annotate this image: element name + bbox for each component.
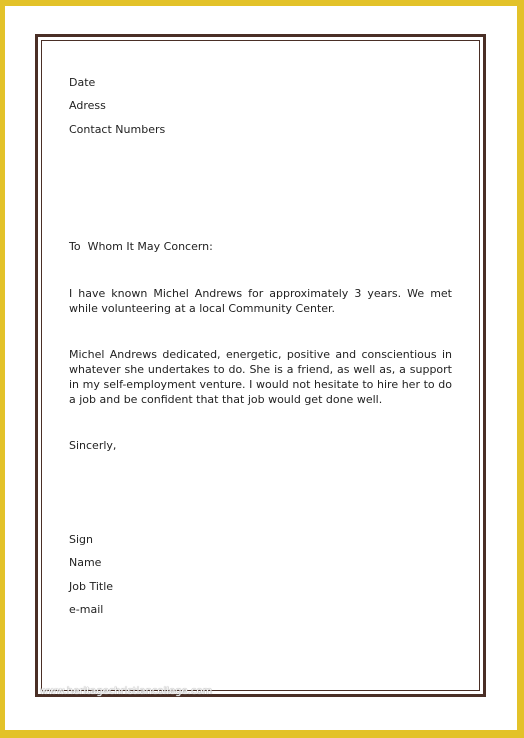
watermark: www.heritagechristiancollege.com <box>40 686 213 697</box>
date-label: Date <box>69 76 96 89</box>
name-label: Name <box>69 556 102 569</box>
closing: Sincerly, <box>69 439 117 452</box>
contact-numbers-label: Contact Numbers <box>69 123 166 136</box>
address-label: Adress <box>69 99 106 112</box>
job-title-label: Job Title <box>69 580 114 593</box>
sign-label: Sign <box>69 533 93 546</box>
salutation: To Whom It May Concern: <box>69 240 213 253</box>
body-paragraph-1: I have known Michel Andrews for approximately 3 years. We met while volunteering at a local Community Center. <box>69 287 452 315</box>
body-paragraph-2: Michel Andrews dedicated, energetic, positive and conscientious in whatever she undertakes to do. She is a friend, as well as, a support in my self-employment venture. I would not hesitate to hire her to do a job and be confident that that job would get done well. <box>69 348 452 406</box>
email-label: e-mail <box>69 603 104 616</box>
